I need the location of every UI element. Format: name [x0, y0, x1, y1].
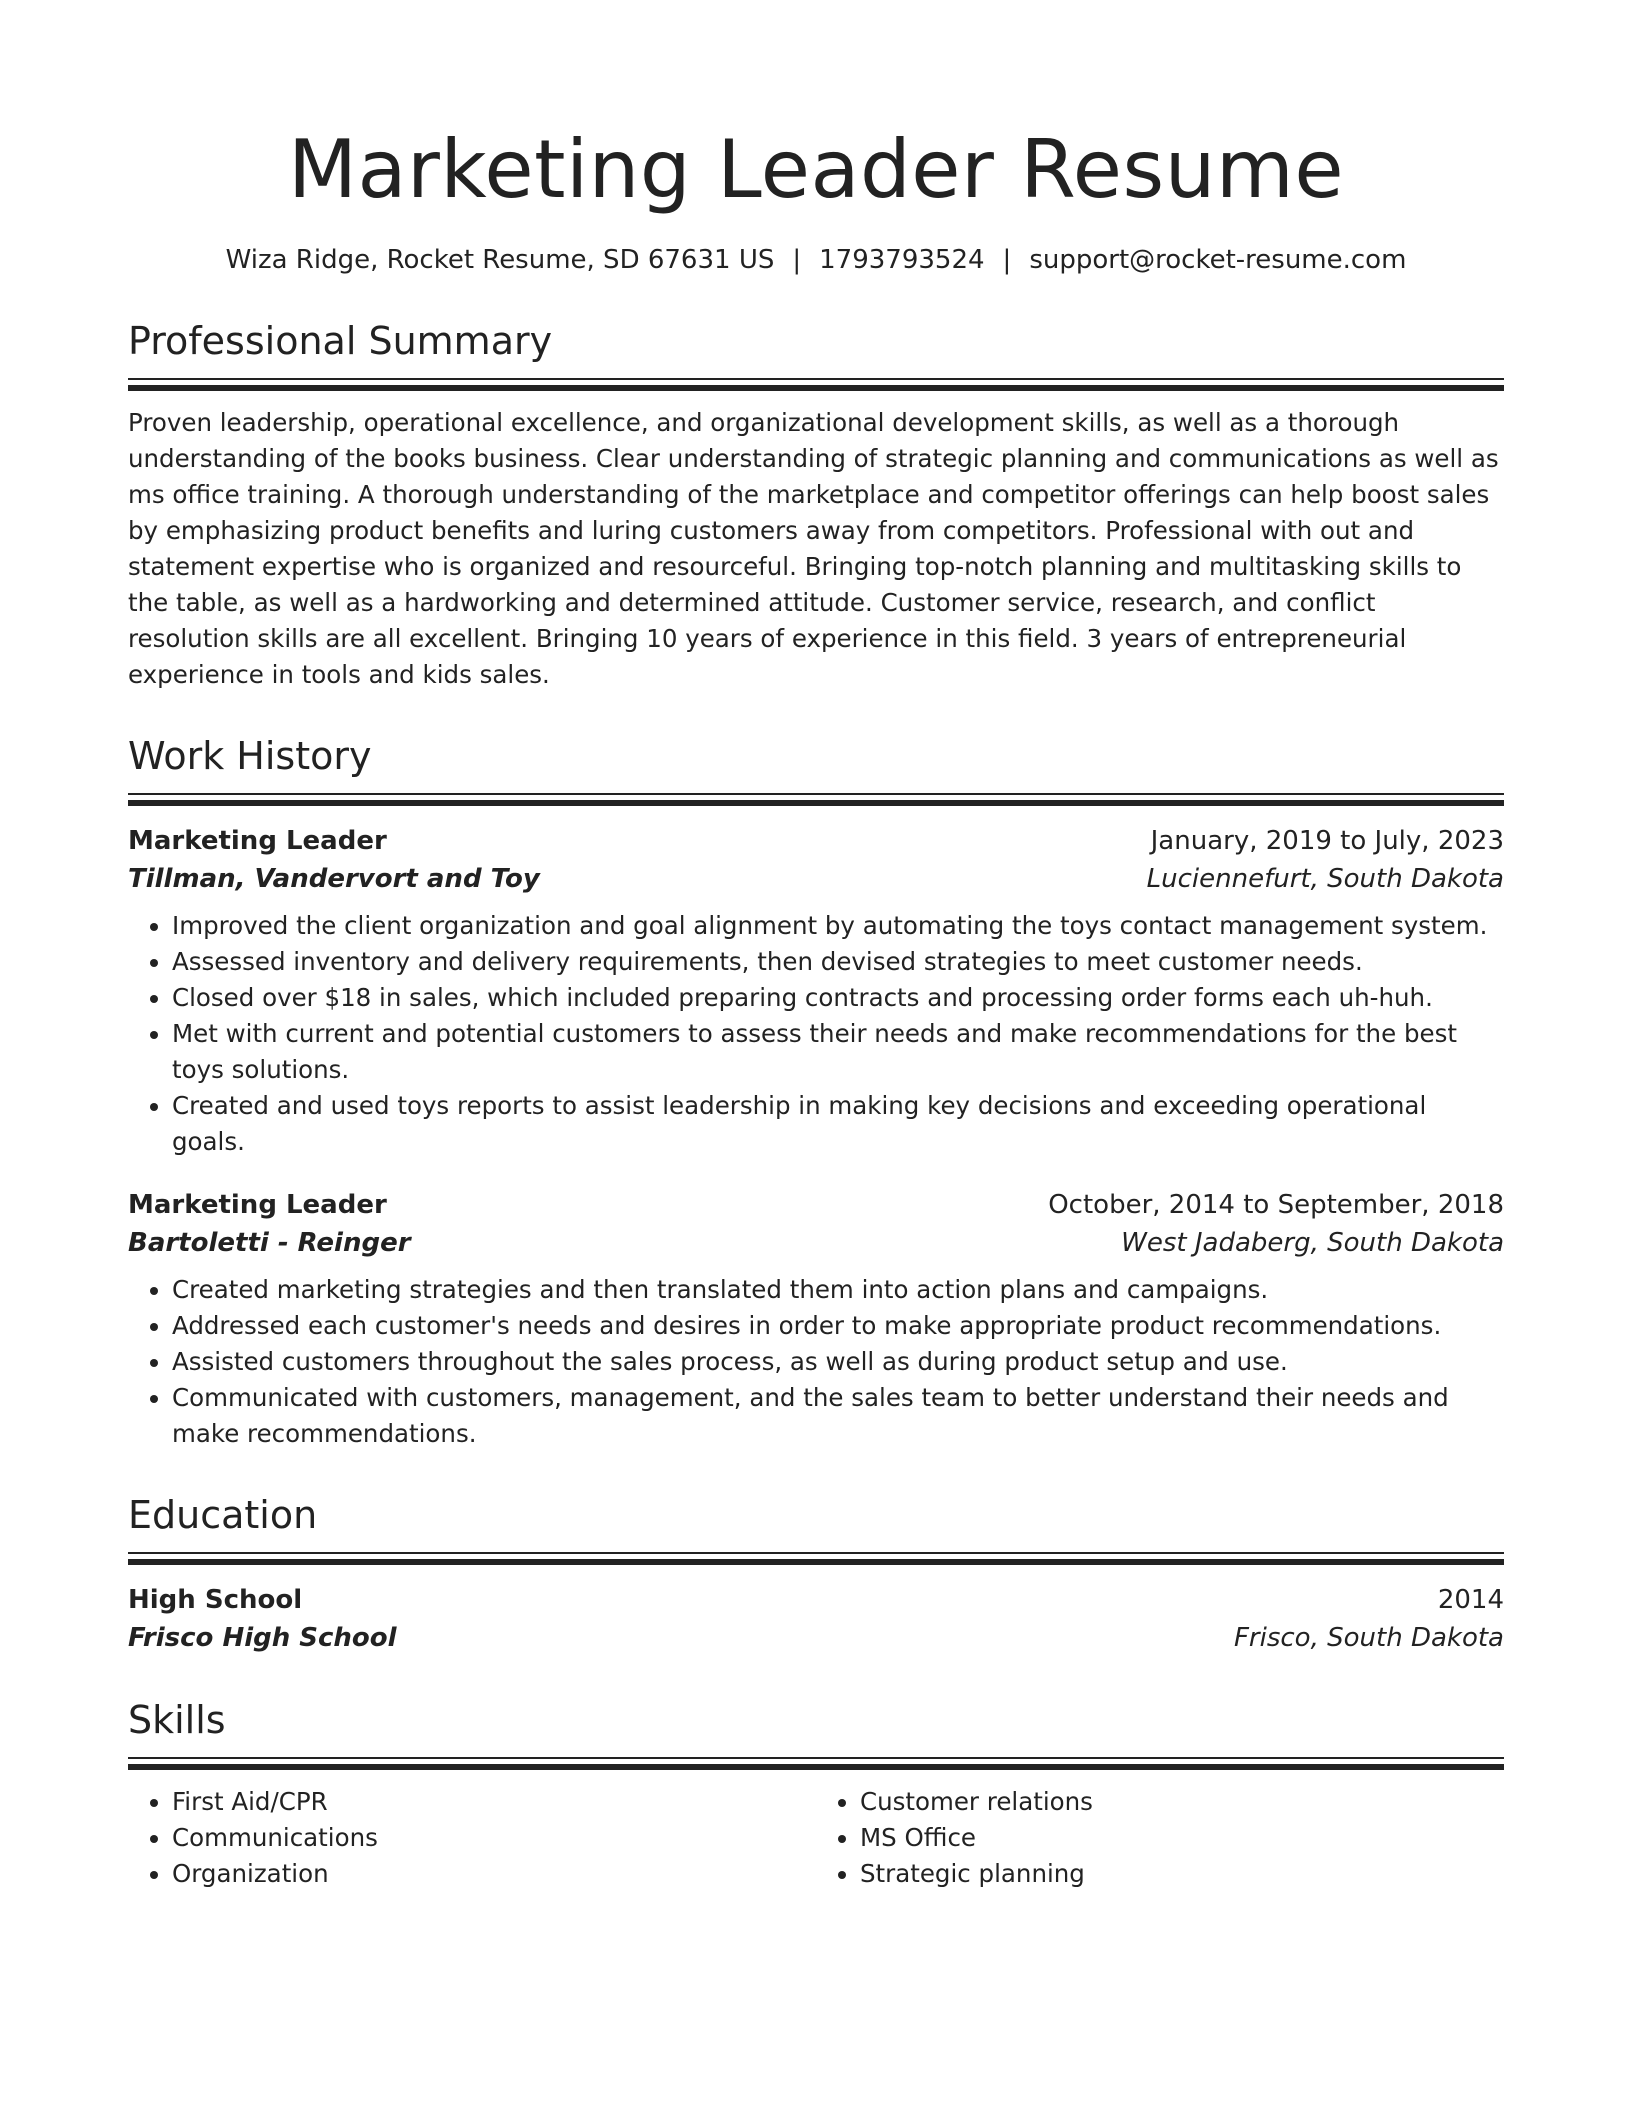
job-company: Bartoletti - Reinger [128, 1228, 411, 1258]
job-bullet: • Assessed inventory and delivery requirements, then devised strategies to meet customer needs. [172, 944, 1504, 980]
skills-column-right [816, 1784, 1504, 1892]
section-divider [128, 378, 1504, 391]
contact-email: support@rocket-resume.com [1029, 245, 1407, 275]
skills-heading: Skills [128, 1698, 226, 1742]
summary-heading: Professional Summary [128, 319, 553, 363]
contact-line [128, 242, 1504, 278]
skill-item: • Customer relations [860, 1784, 1504, 1820]
job-bullet: • Communicated with customers, management, and the sales team to better understand their needs and make recommendations. [172, 1380, 1504, 1452]
resume-title: Marketing Leader Resume [287, 123, 1345, 216]
contact-separator: | [792, 245, 802, 275]
job-bullets [128, 908, 1504, 1160]
skill-item: • Communications [172, 1820, 816, 1856]
job-bullet: • Addressed each customer's needs and desires in order to make appropriate product recommendations. [172, 1308, 1504, 1344]
job-company-row [128, 860, 1504, 898]
education-year: 2014 [1437, 1585, 1504, 1615]
job-company-row [128, 1224, 1504, 1262]
contact-separator: | [1002, 245, 1012, 275]
job-role: Marketing Leader [128, 826, 387, 856]
job-bullet: • Created marketing strategies and then translated them into action plans and campaigns. [172, 1272, 1504, 1308]
section-divider [128, 1552, 1504, 1565]
education-degree-row [128, 1581, 1504, 1619]
skill-item: • Strategic planning [860, 1856, 1504, 1892]
job-bullet: • Improved the client organization and goal alignment by automating the toys contact management system. [172, 908, 1504, 944]
job-bullet: • Created and used toys reports to assist leadership in making key decisions and exceeding operational goals. [172, 1088, 1504, 1160]
education-school: Frisco High School [128, 1623, 397, 1653]
section-divider [128, 793, 1504, 806]
skill-item: • Organization [172, 1856, 816, 1892]
contact-phone: 1793793524 [819, 245, 985, 275]
summary-section-header [128, 316, 1504, 391]
skills-section-header [128, 1695, 1504, 1770]
job-dates: January, 2019 to July, 2023 [1150, 826, 1504, 856]
education-degree: High School [128, 1585, 303, 1615]
job-location: Luciennefurt, South Dakota [1146, 864, 1504, 894]
work-section-header [128, 731, 1504, 806]
skill-item: • MS Office [860, 1820, 1504, 1856]
summary-text: Proven leadership, operational excellence, and organizational development skills, as well as a thorough understanding of the books business. Clear understanding of strategic planning and communications as well as ms office training. A thorough understanding of the marketplace and competitor offerings can help boost sales by emphasizing product benefits and luring customers away from competitors. Professional with out and statement expertise who is organized and resourceful. Bringing top-notch planning and multitasking skills to the table, as well as a hardworking and determined attitude. Customer service, research, and conflict resolution skills are all excellent. Bringing 10 years of experience in this field. 3 years of entrepreneurial experience in tools and kids sales. [128, 408, 1499, 689]
education-section-header [128, 1490, 1504, 1565]
job-bullet: • Closed over $18 in sales, which included preparing contracts and processing order forms each uh-huh. [172, 980, 1504, 1016]
job-entry [128, 822, 1504, 1160]
job-bullet: • Met with current and potential customers to assess their needs and make recommendations for the best toys solutions. [172, 1016, 1504, 1088]
education-school-row [128, 1619, 1504, 1657]
education-location: Frisco, South Dakota [1233, 1623, 1504, 1653]
job-bullets [128, 1272, 1504, 1452]
work-heading: Work History [128, 734, 372, 778]
job-dates: October, 2014 to September, 2018 [1048, 1190, 1504, 1220]
job-entry [128, 1186, 1504, 1452]
contact-address: Wiza Ridge, Rocket Resume, SD 67631 US [225, 245, 775, 275]
section-divider [128, 1757, 1504, 1770]
job-location: West Jadaberg, South Dakota [1121, 1228, 1504, 1258]
job-bullet: • Assisted customers throughout the sales process, as well as during product setup and use. [172, 1344, 1504, 1380]
job-title-row [128, 1186, 1504, 1224]
job-role: Marketing Leader [128, 1190, 387, 1220]
job-company: Tillman, Vandervort and Toy [128, 864, 540, 894]
skill-item: • First Aid/CPR [172, 1784, 816, 1820]
job-title-row [128, 822, 1504, 860]
skills-list [128, 1784, 1504, 1892]
education-entry [128, 1581, 1504, 1657]
education-heading: Education [128, 1493, 318, 1537]
skills-column-left [128, 1784, 816, 1892]
